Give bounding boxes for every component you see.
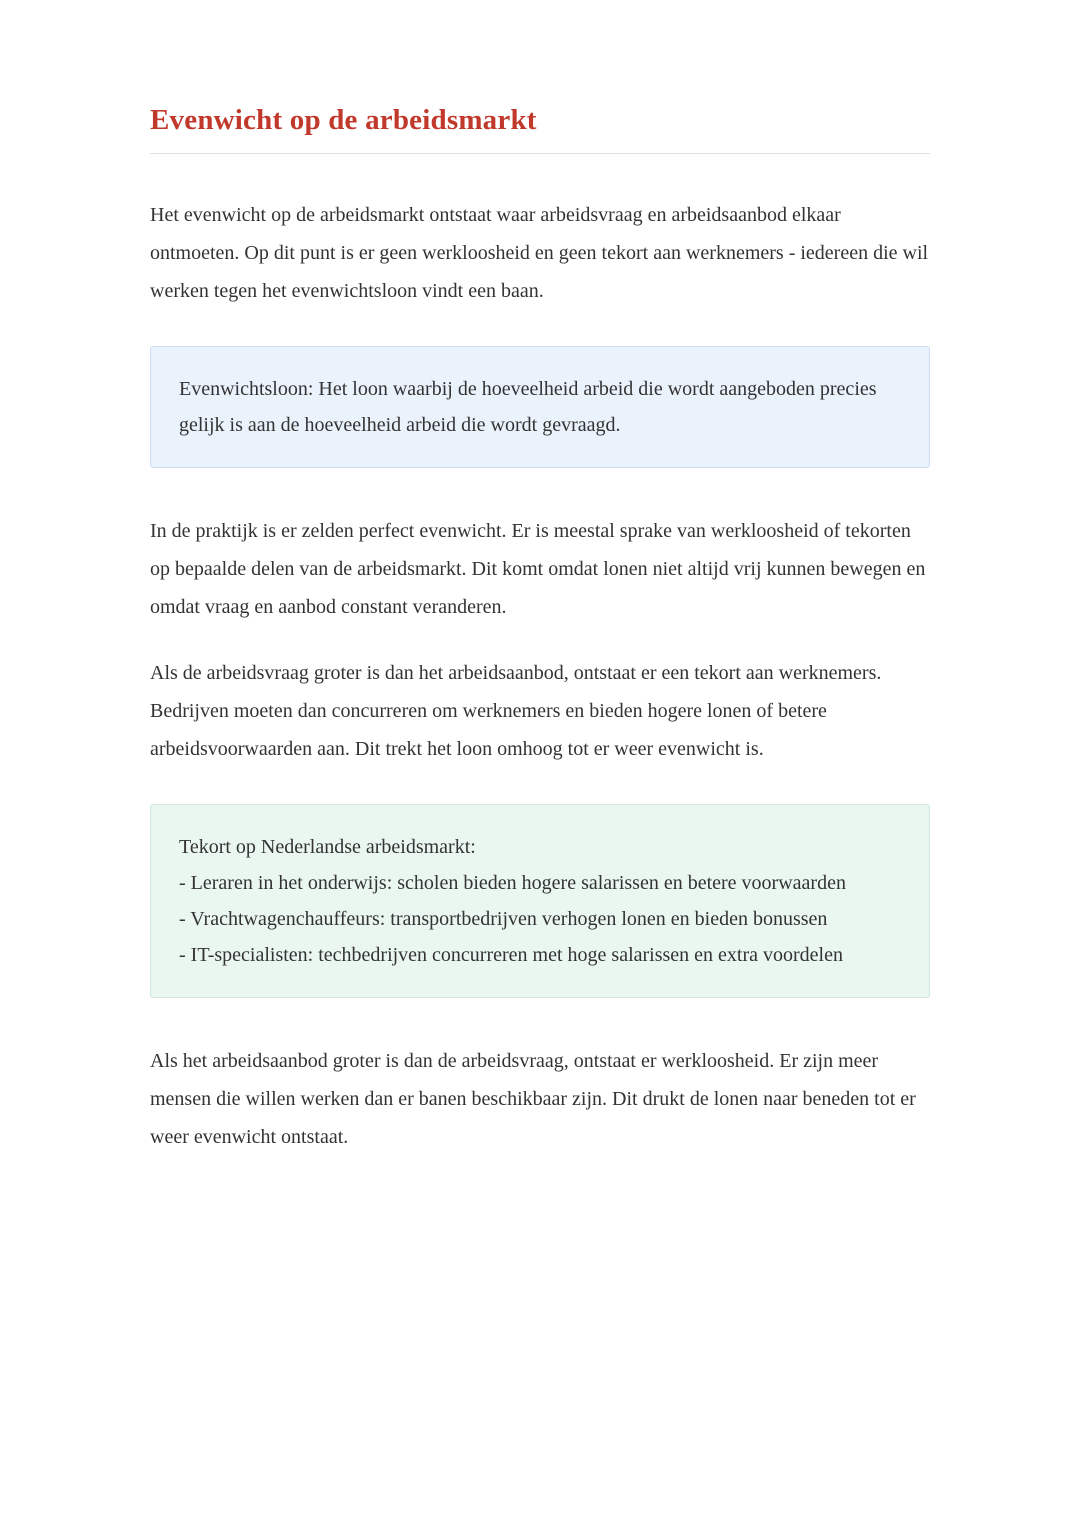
article	[150, 104, 930, 1156]
example-item: - Vrachtwagenchauffeurs: transportbedrijven verhogen lonen en bieden bonussen	[179, 908, 828, 930]
title-divider	[150, 153, 930, 154]
paragraph-intro: Het evenwicht op de arbeidsmarkt ontstaat waar arbeidsvraag en arbeidsaanbod elkaar ontmoeten. Op dit punt is er geen werkloosheid en geen tekort aan werknemers - iedereen die wil werken tegen het evenwichtsloon vindt een baan.	[150, 204, 929, 302]
paragraph-surplus: Als het arbeidsaanbod groter is dan de arbeidsvraag, ontstaat er werkloosheid. Er zijn meer mensen die willen werken dan er banen beschikbaar zijn. Dit drukt de lonen naar beneden tot er weer evenwicht ontstaat.	[150, 1050, 916, 1148]
example-item: - Leraren in het onderwijs: scholen bieden hogere salarissen en betere voorwaarden	[179, 872, 846, 894]
definition-callout	[150, 346, 930, 468]
document-page	[150, 0, 930, 1264]
page-title: Evenwicht op de arbeidsmarkt	[150, 104, 537, 136]
examples-title: Tekort op Nederlandse arbeidsmarkt:	[179, 836, 476, 858]
paragraph-shortage: Als de arbeidsvraag groter is dan het arbeidsaanbod, ontstaat er een tekort aan werknemers. Bedrijven moeten dan concurreren om werknemers en bieden hogere lonen of betere arbeidsvoorwaarden aan. Dit trekt het loon omhoog tot er weer evenwicht is.	[150, 662, 882, 760]
paragraph-practice: In de praktijk is er zelden perfect evenwicht. Er is meestal sprake van werkloosheid of tekorten op bepaalde delen van de arbeidsmarkt. Dit komt omdat lonen niet altijd vrij kunnen bewegen en omdat vraag en aanbod constant veranderen.	[150, 520, 926, 618]
examples-callout	[150, 804, 930, 998]
example-item: - IT-specialisten: techbedrijven concurreren met hoge salarissen en extra voordelen	[179, 944, 843, 966]
definition-text: Evenwichtsloon: Het loon waarbij de hoeveelheid arbeid die wordt aangeboden precies gelijk is aan de hoeveelheid arbeid die wordt gevraagd.	[179, 378, 877, 436]
